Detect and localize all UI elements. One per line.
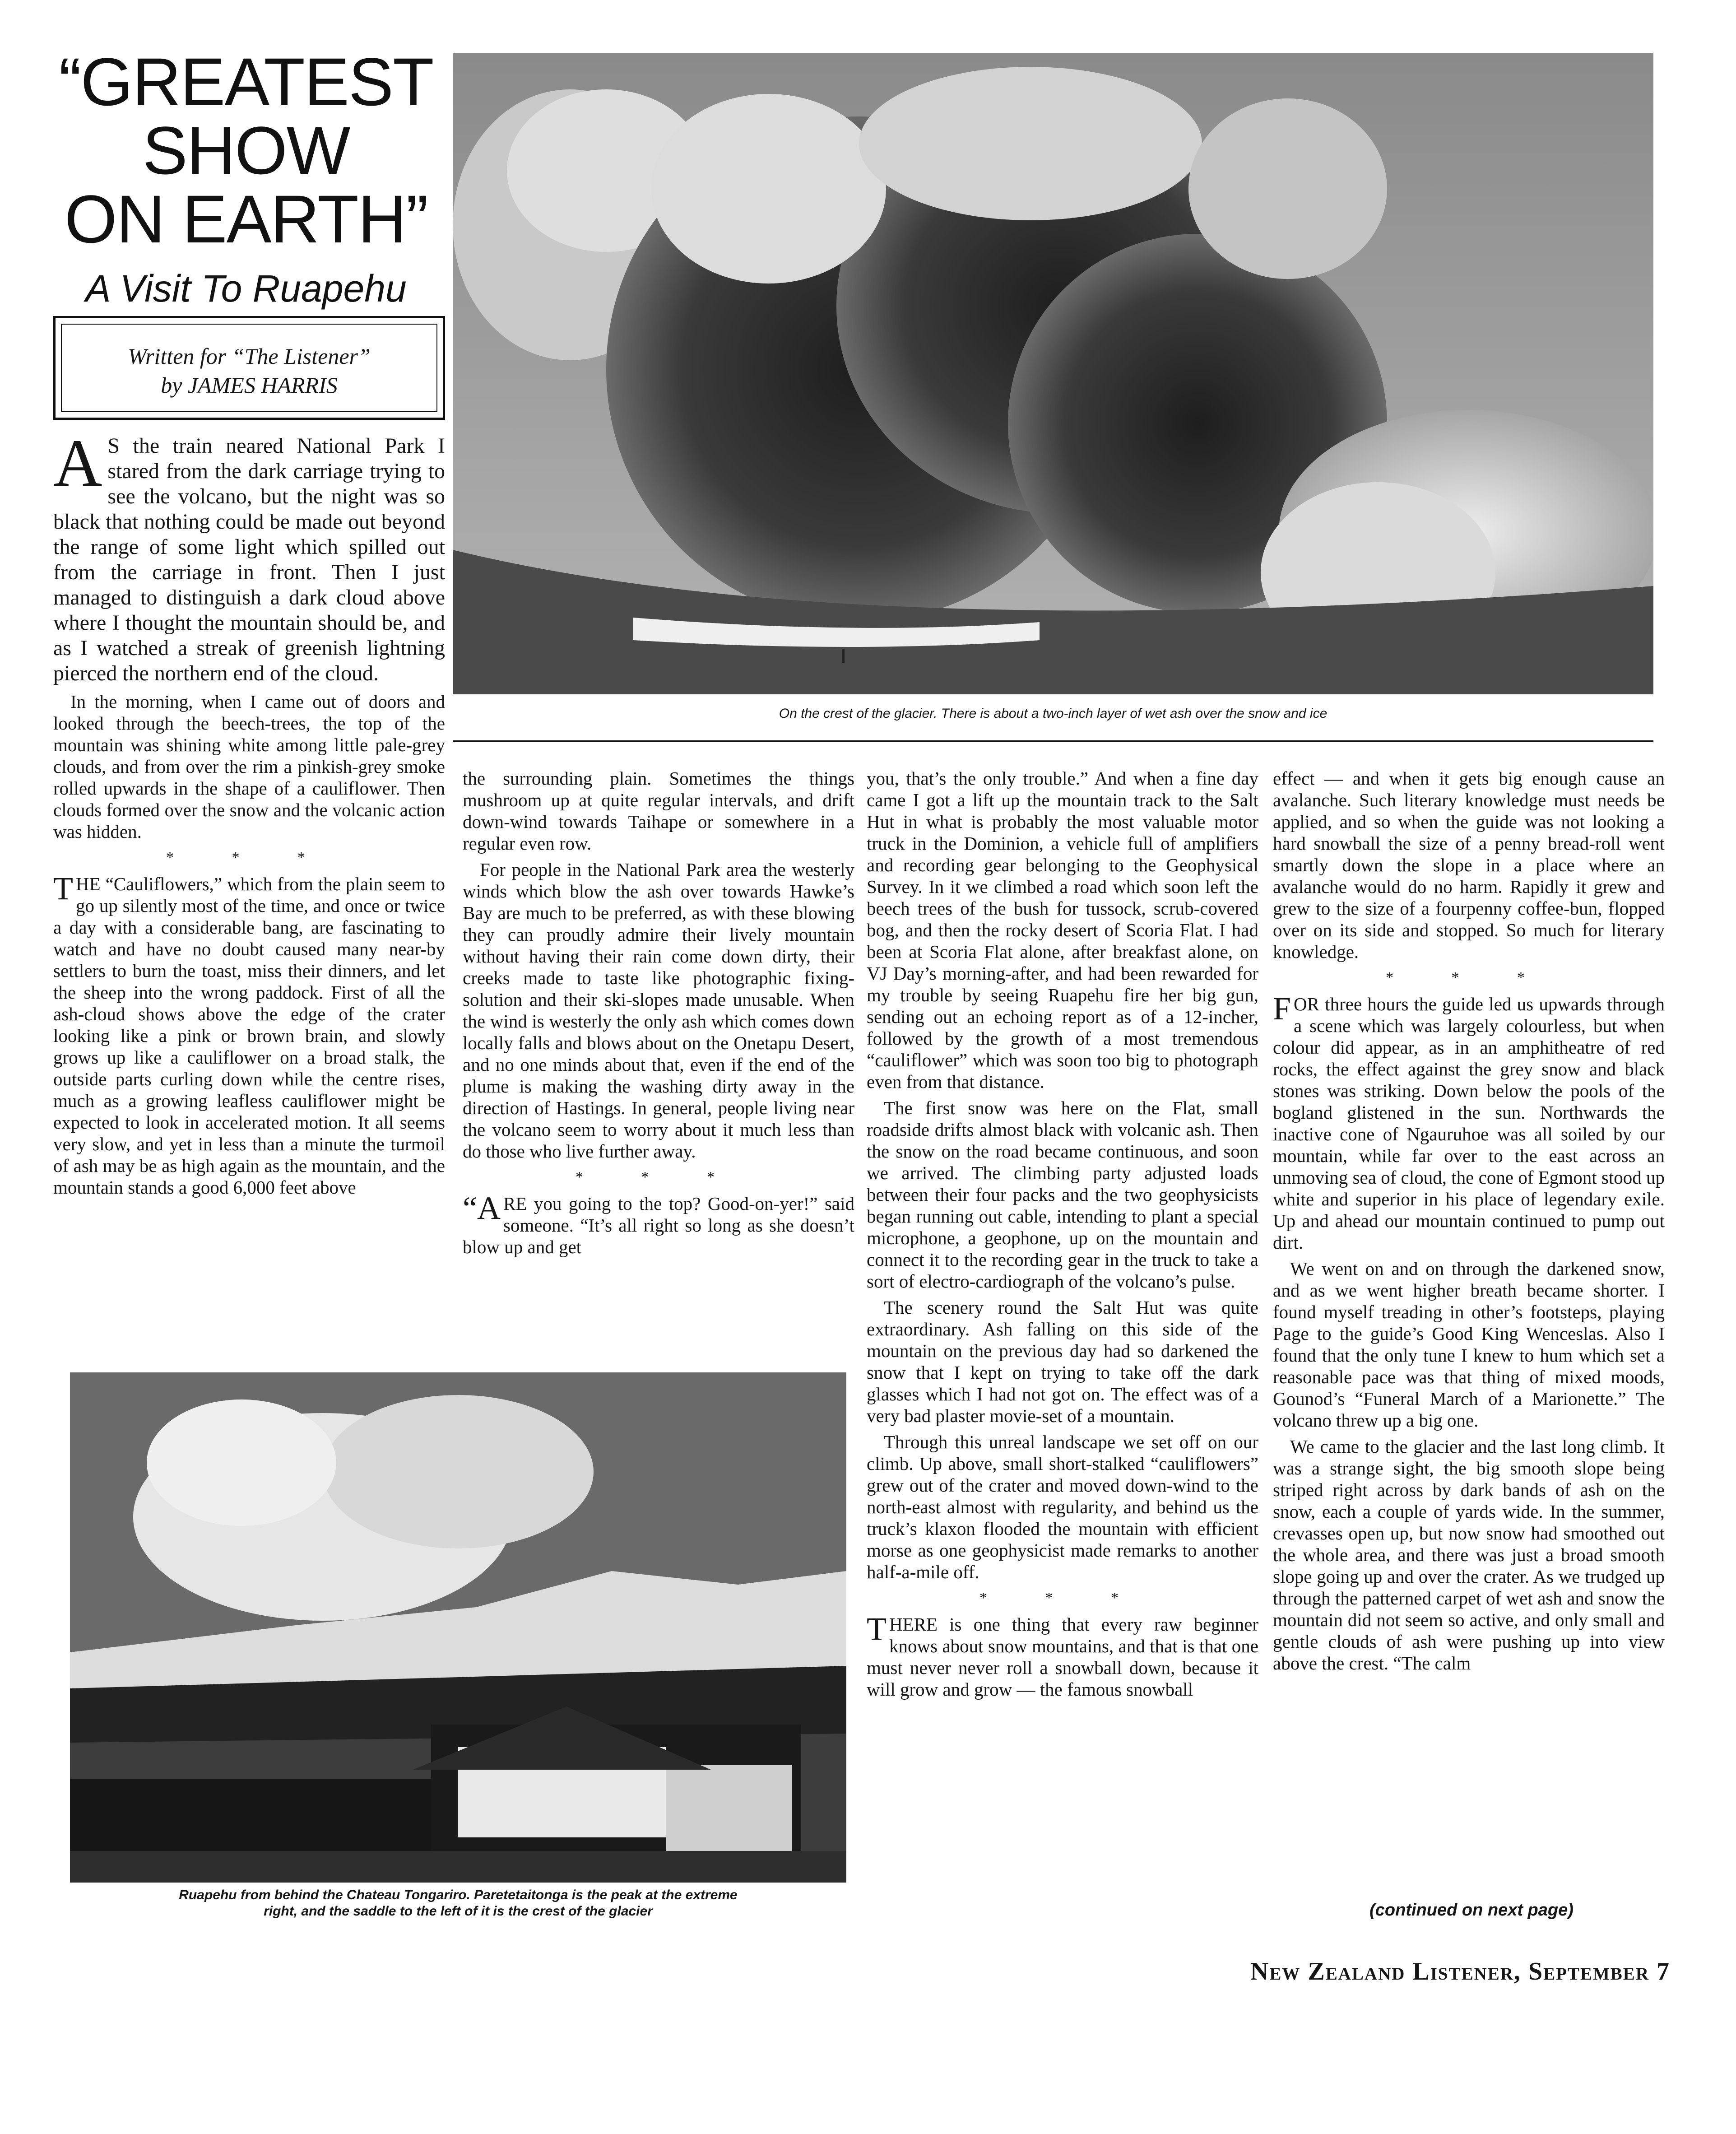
article-paragraph: OR three hours the guide led us upwards through a scene which was largely colourless, but when colour did appear, as in an amphitheatre of red rocks, the effect against the grey snow and black stones was striking. Down below the pools of the bogland glistened in the sun. Northwards the inactive cone of Ngauruhoe was all soiled by our mountain, while far over to the east across an unmoving sea of cloud, the cone of Egmont stood up white and superior in his place of legendary exile. Up and ahead our mountain continued to pump out dirt. [1273, 994, 1665, 1253]
article-paragraph: For people in the National Park area the westerly winds which blow the ash over towards Hawke’s Bay are much to be preferred, as with these blowing they can proudly admire their lively mountain without having their rain come down dirty, their creeks made to taste like photographic fixing-solution and their ski-slopes made unusable. When the wind is westerly the only ash which comes down locally falls and blows about on the Onetapu Desert, and no one minds about that, even if the end of the plume is making the washing dirty away in the direction of Hastings. In general, people living near the volcano seem to worry about it much less than do those who live further away. [463, 859, 854, 1162]
article-column-2 [463, 767, 854, 1262]
article-paragraph: the surrounding plain. Sometimes the things mushroom up at quite regular intervals, and drift down-wind towards Taihape or somewhere in a regular even row. [463, 768, 854, 854]
article-paragraph: RE you going to the top? Good-on-yer!” said someone. “It’s all right so long as she doesn’t blow up and get [463, 1193, 854, 1257]
section-divider [453, 740, 1653, 742]
headline-line-3: ON EARTH” [64, 181, 428, 257]
article-paragraph: S the train neared National Park I stared from the dark carriage trying to see the volcano, but the night was so black that nothing could be made out beyond the range of some light which spilled out from the carriage in front. Then I just managed to distinguish a dark cloud above where I thought the mountain should be, and as I watched a streak of greenish lightning pierced the northern end of the cloud. [53, 434, 445, 685]
article-paragraph: We went on and on through the darkened snow, and as we went higher breath became shorter. I found myself treading in other’s footsteps, playing Page to the guide’s Good King Wenceslas. Also I found that the only tune I knew to hum which set a reasonable pace was that thing of mixed moods, Gounod’s “Funeral March of a Marionette.” The volcano threw up a big one. [1273, 1258, 1665, 1431]
section-break: * * * [576, 1169, 742, 1186]
article-column-3 [867, 767, 1258, 1705]
headline-line-2: SHOW [142, 112, 350, 188]
headline-line-1: “GREATEST [59, 44, 433, 120]
headline-block [45, 44, 447, 311]
photo-eruption-glacier [453, 53, 1653, 694]
page-footer: New Zealand Listener, September 7 [1250, 1957, 1670, 1985]
bottom-caption-line-1: Ruapehu from behind the Chateau Tongariro. Paretetaitonga is the peak at the extreme [179, 1888, 738, 1902]
article-paragraph: HE “Cauliflowers,” which from the plain seem to go up silently most of the time, and once or twice a day with a considerable bang, are fascinating to watch and have no doubt caused many near-by settlers to burn the toast, miss their dinners, and let the sheep into the wrong paddock. First of all the ash-cloud shows above the edge of the crater looking like a pink or brown brain, and slowly grows up like a cauliflower on a broad stalk, the outside parts curling down while the centre rises, much as a growing leafless cauliflower might be expected to look in accelerated motion. It all seems very slow, and yet in less than a minute the turmoil of ash may be as high again as the mountain, and the mountain stands a good 6,000 feet above [53, 874, 445, 1198]
drop-cap-quote-a: “A [463, 1190, 501, 1226]
article-column-1 [53, 426, 445, 1203]
article-paragraph: you, that’s the only trouble.” And when a fine day came I got a lift up the mountain track to the Salt Hut in what is probably the most valuable motor truck in the Dominion, a vehicle full of amplifiers and recording gear belonging to the Geophysical Survey. In it we climbed a road which soon left the beech trees of the bush for tussock, scrub-covered bog, and then the rocky desert of Scoria Flat. I had been at Scoria Flat alone, after breakfast alone, on VJ Day’s morning-after, and had been rewarded for my trouble by seeing Ruapehu fire her big gun, sending out an echoing report as of a 12-incher, followed by the growth of a most tremendous “cauliflower” which was soon too big to photograph even from that distance. [867, 768, 1258, 1092]
section-break: * * * [1386, 969, 1552, 986]
drop-cap-a: A [53, 426, 102, 501]
section-break: * * * [166, 849, 332, 866]
article-paragraph: Through this unreal landscape we set off on our climb. Up above, small short-stalked “cauliflowers” grew out of the crater and moved down-wind to the north-east almost with regularity, and behind us the truck’s klaxon flooded the mountain with efficient morse as one geophysicist made remarks to another half-a-mile off. [867, 1432, 1258, 1582]
bottom-photo-caption [70, 1887, 846, 1920]
drop-cap-t: T [867, 1611, 887, 1647]
section-break: * * * [979, 1590, 1146, 1606]
article-paragraph: The scenery round the Salt Hut was quite extraordinary. Ash falling on this side of the mountain on the previous day had so darkened the snow that I kept on trying to take off the dark glasses which I had not got on. The effect was of a very bad plaster movie-set of a mountain. [867, 1297, 1258, 1426]
drop-cap-f: F [1273, 990, 1291, 1027]
article-column-4 [1273, 767, 1665, 1678]
article-paragraph: We came to the glacier and the last long climb. It was a strange sight, the big smooth slope being striped right across by dark bands of ash on the snow, each a couple of yards wide. In the summer, crevasses open up, but now snow had smoothed out the whole area, and there was just a broad smooth slope going up and over the crater. As we trudged up through the patterned carpet of wet ash and snow the mountain did not seem so active, and only small and gentle clouds of ash were pushing up into view above the crest. “The calm [1273, 1436, 1665, 1674]
photo-ruapehu-chateau [70, 1372, 846, 1883]
bottom-caption-line-2: right, and the saddle to the left of it is the crest of the glacier [264, 1904, 653, 1919]
continued-note: (continued on next page) [1369, 1901, 1574, 1920]
byline-line-1: Written for “The Listener” [128, 344, 371, 369]
article-paragraph: effect — and when it gets big enough cause an avalanche. Such literary knowledge must needs be applied, and so when the guide was not looking a hard snowball the size of a penny bread-roll went smartly down the slope in a place where an avalanche would do no harm. Rapidly it grew and grew to the size of a fourpenny coffee-bun, flopped over on its side and stopped. So much for literary knowledge. [1273, 768, 1665, 962]
byline-box [53, 316, 445, 420]
article-paragraph: HERE is one thing that every raw beginner knows about snow mountains, and that is that one must never never roll a snowball down, because it will grow and grow — the famous snowball [867, 1614, 1258, 1700]
subtitle: A Visit To Ruapehu [85, 267, 407, 310]
byline-author: by JAMES HARRIS [161, 372, 338, 398]
article-paragraph: The first snow was here on the Flat, small roadside drifts almost black with volcanic ash. Then the snow on the road became continuous, and soon we arrived. The climbing party adjusted loads between their four packs and the two geophysicists began running out cable, intending to plant a special microphone, a geophone, up on the mountain and connect it to the recording gear in the truck to take a sort of electro-cardiograph of the volcano’s pulse. [867, 1097, 1258, 1292]
drop-cap-t: T [53, 870, 73, 907]
article-paragraph: In the morning, when I came out of doors and looked through the beech-trees, the top of the mountain was shining white among little pale-grey clouds, and from over the rim a pinkish-grey smoke rolled upwards in the shape of a cauliflower. Then clouds formed over the snow and the volcanic action was hidden. [53, 691, 445, 842]
top-photo-caption: On the crest of the glacier. There is about a two-inch layer of wet ash over the snow and ice [779, 706, 1328, 721]
